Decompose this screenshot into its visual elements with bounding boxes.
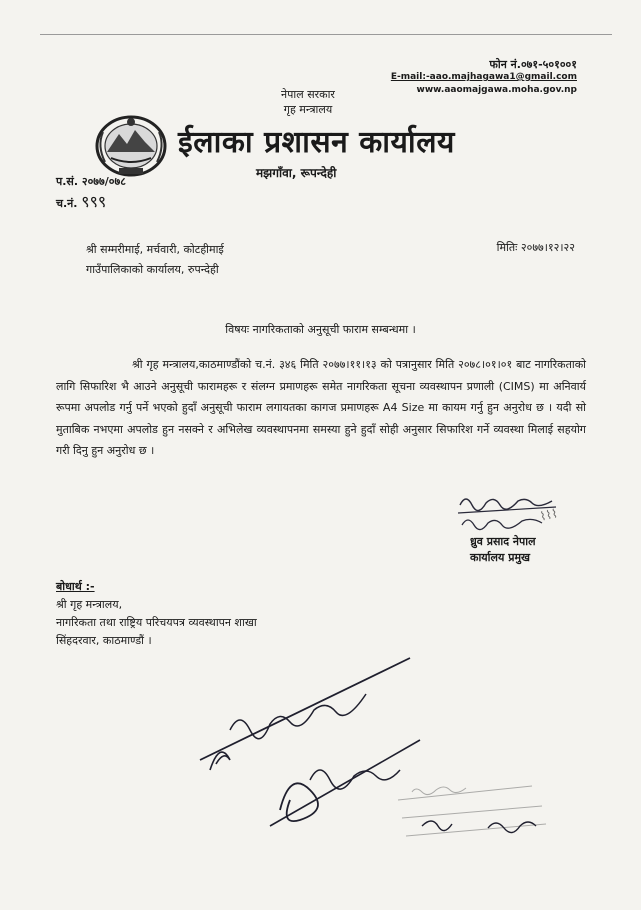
nepal-emblem-icon: [93, 112, 169, 178]
reference-block: [56, 172, 126, 214]
office-title: ईलाका प्रशासन कार्यालय: [178, 125, 455, 160]
recipient-block: [86, 240, 224, 280]
office-location: मझगाँवा, रूपन्देही: [256, 166, 337, 180]
dispatch-label: च.नं.: [56, 197, 78, 210]
office-seal-stamp: ⌇⌇⌇: [538, 506, 559, 524]
dispatch-number: ९९९: [81, 192, 107, 211]
contact-block: [391, 58, 577, 97]
government-name: नेपाल सरकार: [281, 88, 335, 101]
signatory-block: [470, 534, 536, 566]
phone-number: फोन नं.०७१-५०१००१: [489, 58, 577, 71]
cc-label: बोधार्थ :-: [56, 580, 95, 593]
dispatch-reference: [56, 192, 126, 214]
letter-body: श्री गृह मन्त्रालय,काठमाण्डौंको च.नं. ३४६ मिति २०७७।११।१३ को पत्रानुसार मिति २०७८।०१।०१ बाट नागरिकताको लागि सिफारिश भै आउने अनुसूची फारामहरू र संलग्न प्रमाणहरू समेत नागरिकता सूचना व्यवस्थापन प्रणाली (CIMS) मा अनिवार्य रूपमा अपलोड गर्नु पर्ने भएको हुदाँ अनुसूची फाराम लगायतका कागज प्रमाणहरू A4 Size मा कायम गर्नु हुन अनुरोध छ । यदी सो मुताबिक नभएमा अपलोड हुन नसक्ने र अभिलेख व्यवस्थापनमा समस्या हुने हुदाँ सोही अनुसार सिफारिश गर्ने व्यवस्था मिलाई सहयोग गरी दिनु हुन अनुरोध छ ।: [56, 358, 586, 457]
cc-line-1: श्री गृह मन्त्रालय,: [56, 598, 123, 611]
cc-line-3: सिंहदरवार, काठमाण्डौं ।: [56, 634, 152, 647]
website-url: www.aaomajgawa.moha.gov.np: [416, 85, 577, 95]
top-rule: [40, 34, 612, 35]
signatory-name: ध्रुव प्रसाद नेपाल: [470, 535, 536, 548]
received-stamp: [392, 770, 552, 850]
recipient-line-2: गाउँपालिकाको कार्यालय, रुपन्देही: [86, 263, 219, 276]
ministry-name: गृह मन्त्रालय: [283, 103, 333, 116]
email-address: E-mail:-aao.majhagawa1@gmail.com: [390, 72, 577, 82]
subject-line: विषयः नागरिकताको अनुसूची फाराम सम्बन्धमा ।: [225, 323, 416, 336]
letter-date: मितिः २०७७।१२।२२: [496, 241, 575, 254]
fiscal-reference: प.सं. २०७७/०७८: [56, 175, 126, 188]
cc-line-2: नागरिकता तथा राष्ट्रिय परिचयपत्र व्यवस्थापन शाखा: [56, 616, 257, 629]
recipient-line-1: श्री सम्मरीमाई, मर्चवारी, कोटहीमाई: [86, 243, 224, 256]
government-heading: [248, 87, 368, 117]
signatory-title: कार्यालय प्रमुख: [470, 551, 531, 564]
